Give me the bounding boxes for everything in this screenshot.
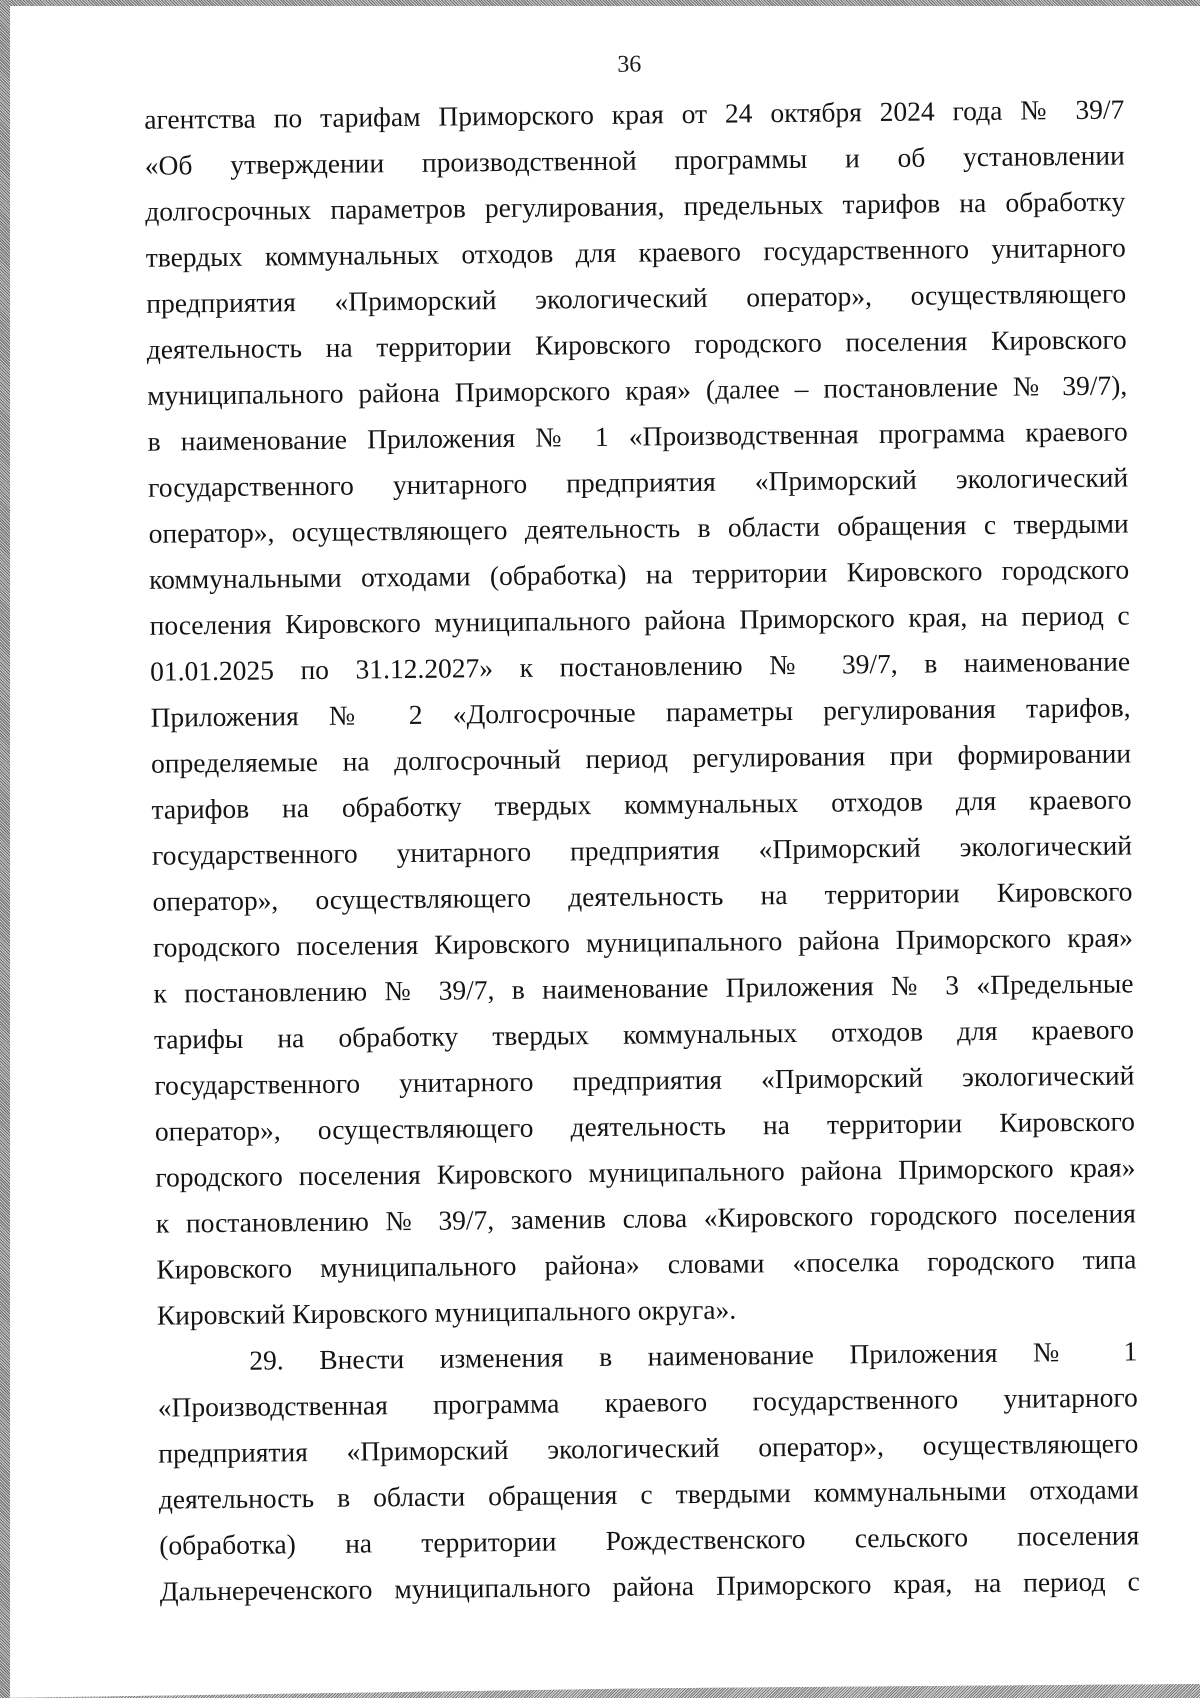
- text-line: муниципального района Приморского края» (далее – постановление № 39/7),: [147, 369, 1128, 411]
- text-line: агентства по тарифам Приморского края от 24 октября 2024 года № 39/7: [144, 93, 1125, 135]
- text-line: твердых коммунальных отходов для краевого государственного унитарного: [145, 231, 1126, 273]
- text-line: предприятия «Приморский экологический оператор», осуществляющего: [146, 277, 1127, 319]
- text-line: государственного унитарного предприятия «Приморский экологический: [148, 461, 1129, 503]
- text-line: поселения Кировского муниципального района Приморского края, на период с: [149, 599, 1130, 641]
- text-line: долгосрочных параметров регулирования, предельных тарифов на обработку: [145, 185, 1126, 227]
- text-line: 29. Внести изменения в наименование Приложения № 1: [249, 1335, 1138, 1376]
- text-line: деятельность на территории Кировского городского поселения Кировского: [146, 323, 1127, 365]
- text-line: тарифы на обработку твердых коммунальных отходов для краевого: [153, 1013, 1135, 1055]
- text-line: городского поселения Кировского муниципального района Приморского края»: [155, 1151, 1136, 1193]
- text-line: тарифов на обработку твердых коммунальных отходов для краевого: [151, 783, 1132, 825]
- text-line: «Производственная программа краевого государственного унитарного: [157, 1381, 1138, 1423]
- document-body: [144, 86, 1140, 1614]
- text-line: (обработка) на территории Рождественского сельского поселения: [159, 1519, 1140, 1561]
- paragraph-29: [157, 1328, 1140, 1614]
- text-line: городского поселения Кировского муниципального района Приморского края»: [152, 921, 1134, 963]
- text-line: Дальнереченского муниципального района Приморского края, на период с: [159, 1565, 1140, 1607]
- paragraph-1: [144, 86, 1137, 1338]
- text-line: оператор», осуществляющего деятельность в области обращения с твердыми: [148, 507, 1129, 549]
- text-line: в наименование Приложения № 1 «Производственная программа краевого: [147, 415, 1128, 457]
- text-line: предприятия «Приморский экологический оператор», осуществляющего: [158, 1427, 1139, 1469]
- text-line: государственного унитарного предприятия «Приморский экологический: [151, 829, 1133, 871]
- text-line: оператор», осуществляющего деятельность на территории Кировского: [154, 1105, 1136, 1147]
- text-line: Кировский Кировского муниципального округа».: [156, 1293, 737, 1331]
- text-line: государственного унитарного предприятия «Приморский экологический: [154, 1059, 1135, 1101]
- text-line: деятельность в области обращения с твердыми коммунальными отходами: [158, 1473, 1139, 1515]
- text-line: 01.01.2025 по 31.12.2027» к постановлению № 39/7, в наименование: [149, 645, 1131, 687]
- text-line: коммунальными отходами (обработка) на территории Кировского городского: [148, 553, 1130, 595]
- text-line: Приложения № 2 «Долгосрочные параметры регулирования тарифов,: [150, 691, 1131, 733]
- text-line: «Об утверждении производственной программы и об установлении: [144, 139, 1125, 181]
- text-line: оператор», осуществляющего деятельность на территории Кировского: [152, 875, 1133, 917]
- text-line: Кировского муниципального района» словами «поселка городского типа: [156, 1243, 1137, 1285]
- text-line: определяемые на долгосрочный период регулирования при формировании: [150, 737, 1132, 779]
- text-line: к постановлению № 39/7, заменив слова «Кировского городского поселения: [155, 1197, 1137, 1239]
- text-line: к постановлению № 39/7, в наименование Приложения № 3 «Предельные: [153, 967, 1134, 1009]
- page-number: 36: [617, 51, 642, 78]
